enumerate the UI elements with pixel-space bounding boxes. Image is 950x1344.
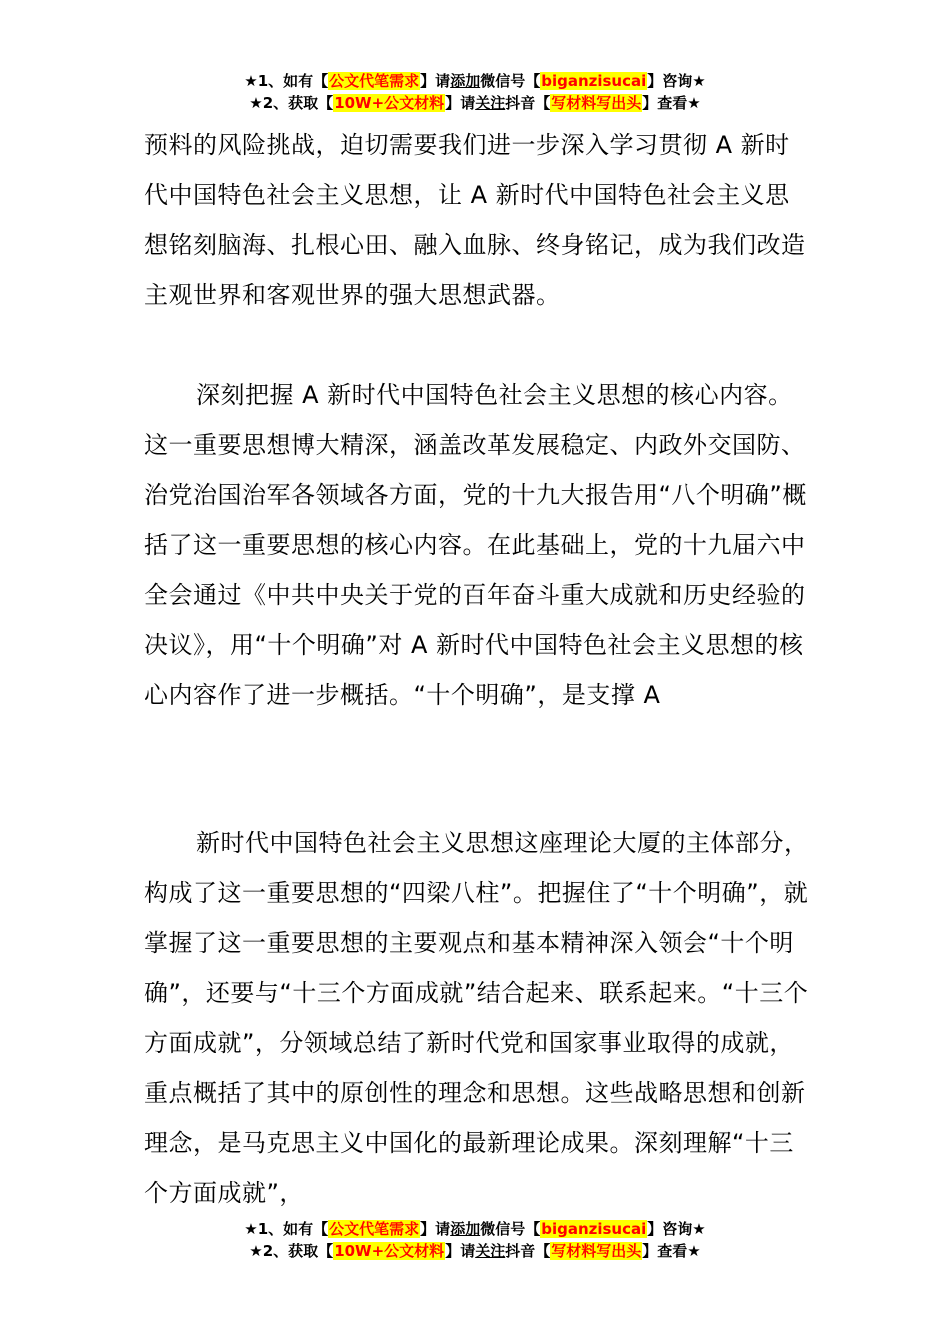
body-paragraph: 深刻把握 A 新时代中国特色社会主义思想的核心内容。这一重要思想博大精深，涵盖改革发展稳定、内政外交国防、治党治国治军各领域各方面，党的十九大报告用“八个明确”概括了这一重要思想的核心内容。在此基础上，党的十九届六中全会通过《中共中央关于党的百年奋斗重大成就和历史经验的决议》，用“十个明确”对 A 新时代中国特色社会主义思想的核心内容作了进一步概括。“十个明确”，是支撑 A bbox=[144, 381, 807, 709]
highlight-douyin: 写材料写出头 bbox=[551, 1242, 642, 1260]
paragraph-block-2 bbox=[144, 370, 814, 720]
banner-line-1: ★1、如有【公文代笔需求】请添加微信号【biganzisucai】咨询★ bbox=[244, 72, 706, 90]
highlight-wechat-id: biganzisucai bbox=[541, 1220, 647, 1238]
footer-banner bbox=[0, 1218, 950, 1262]
highlight-ghostwriting: 公文代笔需求 bbox=[329, 72, 420, 90]
banner-line-2: ★2、获取【10W+公文材料】请关注抖音【写材料写出头】查看★ bbox=[249, 94, 701, 112]
highlight-materials: 10W+公文材料 bbox=[334, 1242, 445, 1260]
body-paragraph: 预料的风险挑战，迫切需要我们进一步深入学习贯彻 A 新时代中国特色社会主义思想，让 A 新时代中国特色社会主义思想铭刻脑海、扎根心田、融入血脉、终身铭记，成为我们改造主观世界和客观世界的强大思想武器。 bbox=[144, 131, 806, 309]
paragraph-block-3 bbox=[144, 818, 814, 1218]
highlight-douyin: 写材料写出头 bbox=[551, 94, 642, 112]
header-banner bbox=[0, 70, 950, 114]
highlight-materials: 10W+公文材料 bbox=[334, 94, 445, 112]
banner-line-2: ★2、获取【10W+公文材料】请关注抖音【写材料写出头】查看★ bbox=[249, 1242, 701, 1260]
banner-line-1: ★1、如有【公文代笔需求】请添加微信号【biganzisucai】咨询★ bbox=[244, 1220, 706, 1238]
paragraph-block-1 bbox=[144, 120, 814, 320]
body-paragraph: 新时代中国特色社会主义思想这座理论大厦的主体部分，构成了这一重要思想的“四梁八柱”。把握住了“十个明确”，就掌握了这一重要思想的主要观点和基本精神深入领会“十个明确”，还要与“十三个方面成就”结合起来、联系起来。“十三个方面成就”，分领域总结了新时代党和国家事业取得的成就，重点概括了其中的原创性的理念和思想。这些战略思想和创新理念，是马克思主义中国化的最新理论成果。深刻理解“十三个方面成就”， bbox=[144, 829, 809, 1207]
highlight-wechat-id: biganzisucai bbox=[541, 72, 647, 90]
highlight-ghostwriting: 公文代笔需求 bbox=[329, 1220, 420, 1238]
